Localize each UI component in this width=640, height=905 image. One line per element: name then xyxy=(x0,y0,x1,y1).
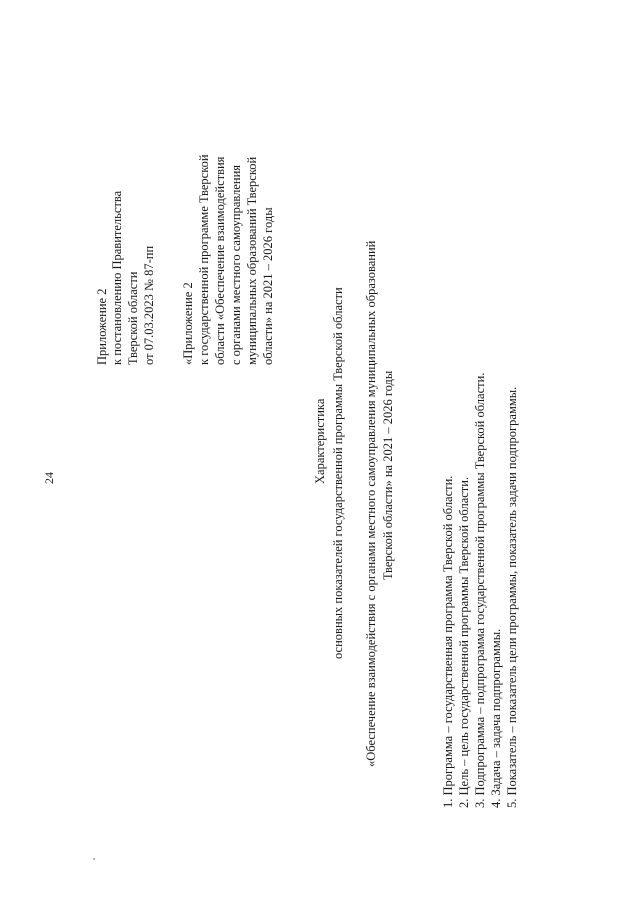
appendix-header-line-1: Приложение 2 xyxy=(95,288,109,365)
legend-item-3: 3. Подпрограмма – подпрограмма государственной программы Тверской области. xyxy=(473,372,487,808)
appendix-quote-line-1: «Приложение 2 xyxy=(181,282,195,365)
legend-item-1: 1. Программа – государственная программа Тверской области. xyxy=(441,475,455,808)
appendix-header-line-3: Тверской области xyxy=(126,271,140,365)
appendix-header-line-4: от 07.03.2023 № 87-пп xyxy=(142,245,156,365)
legend-item-5: 5. Показатель – показатель цели программы, показатель задачи подпрограммы. xyxy=(505,386,519,808)
appendix-quote-line-3: области «Обеспечение взаимодействия xyxy=(213,156,227,365)
appendix-quote-line-5: муниципальных образований Тверской xyxy=(245,156,259,365)
legend-item-2: 2. Цель – цель государственной программы Тверской области. xyxy=(457,476,471,808)
title-line-4: Тверской области» на 2021 – 2026 годы xyxy=(381,370,395,580)
scan-speck xyxy=(93,858,95,860)
legend-item-4: 4. Задача – задача подпрограммы. xyxy=(489,628,503,808)
title-line-3: «Обеспечение взаимодействия с органами местного самоуправления муниципальных образований xyxy=(364,240,378,767)
appendix-quote-line-6: области» на 2021 – 2026 годы xyxy=(261,207,275,365)
page-number: 24 xyxy=(42,472,56,484)
appendix-header-line-2: к постановлению Правительства xyxy=(110,190,124,365)
appendix-quote-line-4: с органами местного самоуправления xyxy=(229,164,243,365)
title-line-2: основных показателей государственной программы Тверской области xyxy=(331,287,345,659)
title-line-1: Характеристика xyxy=(313,398,327,484)
appendix-quote-line-2: к государственной программе Тверской xyxy=(197,154,211,365)
